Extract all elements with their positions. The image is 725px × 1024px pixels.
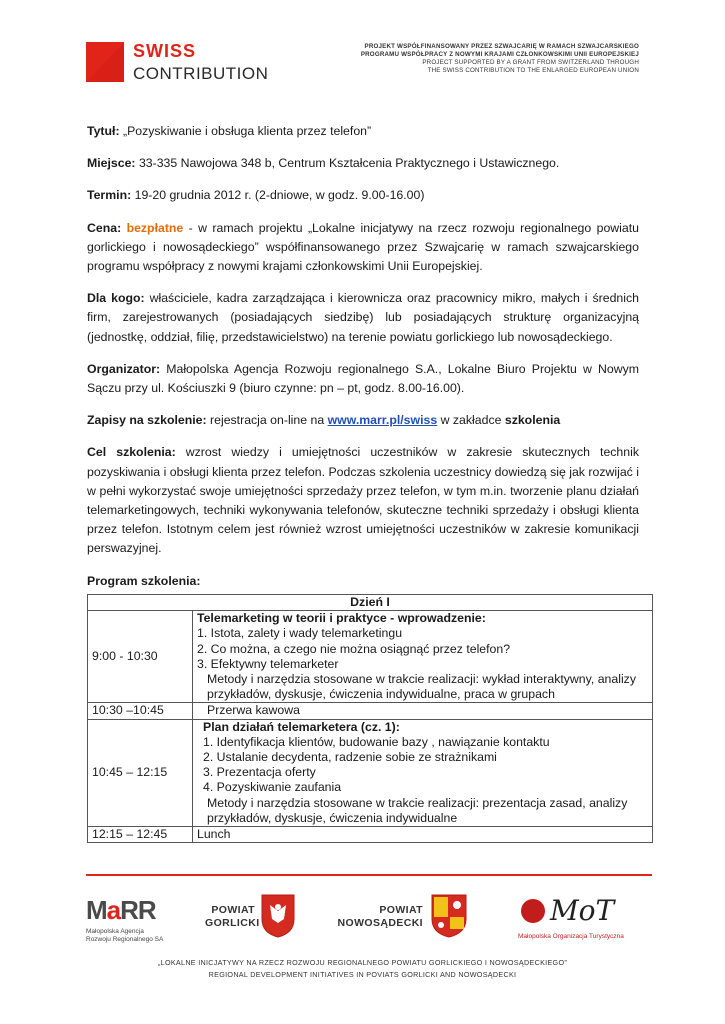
project-line: PROJEKT WSPÓŁFINANSOWANY PRZEZ SZWAJCARIĘ W RAMACH SZWAJCARSKIEGO: [364, 43, 639, 50]
table-row: [88, 827, 653, 843]
project-line: THE SWISS CONTRIBUTION TO THE ENLARGED EUROPEAN UNION: [427, 67, 639, 74]
marr-subtitle: Rozwoju Regionalnego SA: [86, 936, 164, 943]
price-paragraph: Cena: bezpłatne - w ramach projektu „Lokalne inicjatywy na rzecz rozwoju regionalnego powiatu gorlickiego i nowosądeckiego” współfinansowanego przez Szwajcarię w ramach szwajcarskiego programu współpracy z nowymi krajami członkowskimi Unii Europejskiej.: [87, 220, 639, 274]
list-item: 3. Prezentacja oferty: [203, 765, 316, 780]
powiat-gorlicki-label: POWIAT GORLICKI: [205, 904, 260, 929]
table-row: [88, 719, 653, 826]
marr-subtitle: Małopolska Agencja: [86, 928, 144, 935]
list-item: 1. Identyfikacja klientów, budowanie bazy , nawiązanie kontaktu: [203, 734, 550, 749]
session-cell: [193, 611, 653, 703]
time-cell: 10:45 – 12:15: [88, 719, 193, 826]
gorlicki-coat-of-arms-icon: [260, 893, 296, 944]
logo-swiss-text: SWISS: [133, 41, 197, 61]
signup-line: Zapisy na szkolenie: rejestracja on-line na www.marr.pl/swiss w zakładce szkolenia: [87, 413, 561, 428]
mot-wordmark: MoT: [550, 894, 615, 927]
lunch-text: Lunch: [197, 827, 231, 842]
list-item: 4. Pozyskiwanie zaufania: [203, 780, 342, 795]
time-cell: 9:00 - 10:30: [88, 611, 193, 703]
methods-text: Metody i narzędzia stosowane w trakcie realizacji: prezentacja zasad, analizy przykładów, dyskusje, ćwiczenia indywidualne: [207, 795, 628, 825]
mot-logo: [518, 894, 624, 940]
footer-divider: [86, 874, 652, 876]
project-line: PROGRAMU WSPÓŁPRACY Z NOWYMI KRAJAMI CZŁONKOWSKIMI UNII EUROPEJSKIEJ: [360, 51, 639, 58]
powiat-nowosadecki-label: POWIAT NOWOSĄDECKI: [337, 904, 423, 929]
list-item: 3. Efektywny telemarketer: [197, 656, 339, 671]
free-badge: bezpłatne: [126, 220, 184, 235]
time-cell: 12:15 – 12:45: [88, 827, 193, 843]
signup-link[interactable]: www.marr.pl/swiss: [327, 413, 438, 428]
footer-line: „LOKALNE INICJATYWY NA RZECZ ROZWOJU REGIONALNEGO POWIATU GORLICKIEGO I NOWOSĄDECKIEGO”: [157, 958, 568, 967]
mot-red-ball-icon: [518, 896, 548, 926]
date-line: Termin: 19-20 grudnia 2012 r. (2-dniowe, w godz. 9.00-16.00): [87, 188, 425, 203]
nowosadecki-coat-of-arms-icon: [430, 893, 468, 944]
document-body: [87, 122, 639, 597]
footer-project-name: [0, 957, 725, 981]
day-header: Dzień I: [88, 595, 653, 611]
time-cell: 10:30 –10:45: [88, 703, 193, 719]
table-row: [88, 611, 653, 703]
list-item: 1. Istota, zalety i wady telemarketingu: [197, 626, 403, 641]
session-cell: [193, 703, 653, 719]
project-statement: [361, 43, 639, 75]
session-cell: [193, 827, 653, 843]
audience-paragraph: Dla kogo: właściciele, kadra zarządzająca i kierownicza oraz pracownicy mikro, małych i średnich firm, zarejestrowanych (posiadających siedzibę) lub posiadających strukturę organizacyjną (jednostkę, oddział, filię, przedstawicielstwo) na terenie powiatu gorlickiego lub nowosądeckiego.: [87, 291, 639, 344]
title-line: Tytuł: „Pozyskiwanie i obsługa klienta przez telefon”: [87, 124, 372, 138]
marr-logo: [86, 895, 163, 944]
goal-paragraph: Cel szkolenia: wzrost wiedzy i umiejętności uczestników w zakresie skutecznych technik pozyskiwania i obsługi klienta przez telefon. Podczas szkolenia uczestnicy dowiedzą się jak rozwijać i w pełni wykorzystać swoje umiejętności sprzedaży przez telefon, w tym m.in. tworzenie planu działań telemarketingowych, techniki wykonywania telefonów, skuteczne techniki sprzedaży i obsługi klienta przez telefon. Istotnym celem jest również wzrost umiejętności uczestników w zakresie komunikacji perswazyjnej.: [87, 445, 639, 556]
methods-text: Metody i narzędzia stosowane w trakcie realizacji: wykład interaktywny, analizy przykładów, dyskusje, ćwiczenia indywidualne, praca w grupach: [207, 672, 636, 702]
logo-contribution-text: CONTRIBUTION: [133, 64, 269, 83]
break-text: Przerwa kawowa: [207, 703, 300, 718]
schedule-table: [87, 594, 653, 843]
place-line: Miejsce: 33-335 Nawojowa 348 b, Centrum Kształcenia Praktycznego i Ustawicznego.: [87, 156, 560, 171]
marr-wordmark: MaRR: [86, 895, 156, 925]
list-item: 2. Ustalanie decydenta, radzenie sobie ze strażnikami: [203, 750, 497, 765]
list-item: 2. Co można, a czego nie można osiągnąć przez telefon?: [197, 641, 511, 656]
session-cell: [193, 719, 653, 826]
footer-line: REGIONAL DEVELOPMENT INITIATIVES IN POVIATS GORLICKI AND NOWOSĄDECKI: [208, 970, 517, 979]
project-line: PROJECT SUPPORTED BY A GRANT FROM SWITZERLAND THROUGH: [422, 59, 639, 66]
table-row: [88, 703, 653, 719]
swiss-cross-logo-icon: [86, 42, 124, 82]
program-heading: Program szkolenia:: [87, 573, 201, 588]
session-heading: Plan działań telemarketera (cz. 1):: [203, 719, 400, 734]
session-heading: Telemarketing w teorii i praktyce - wprowadzenie:: [197, 611, 486, 626]
table-row: [88, 595, 653, 611]
mot-subtitle: Małopolska Organizacja Turystyczna: [518, 933, 624, 940]
organizer-paragraph: Organizator: Małopolska Agencja Rozwoju regionalnego S.A., Lokalne Biuro Projektu w Nowym Sączu przy ul. Kościuszki 9 (biuro czynne: pn – pt, godz. 8.00-16.00).: [87, 361, 639, 396]
